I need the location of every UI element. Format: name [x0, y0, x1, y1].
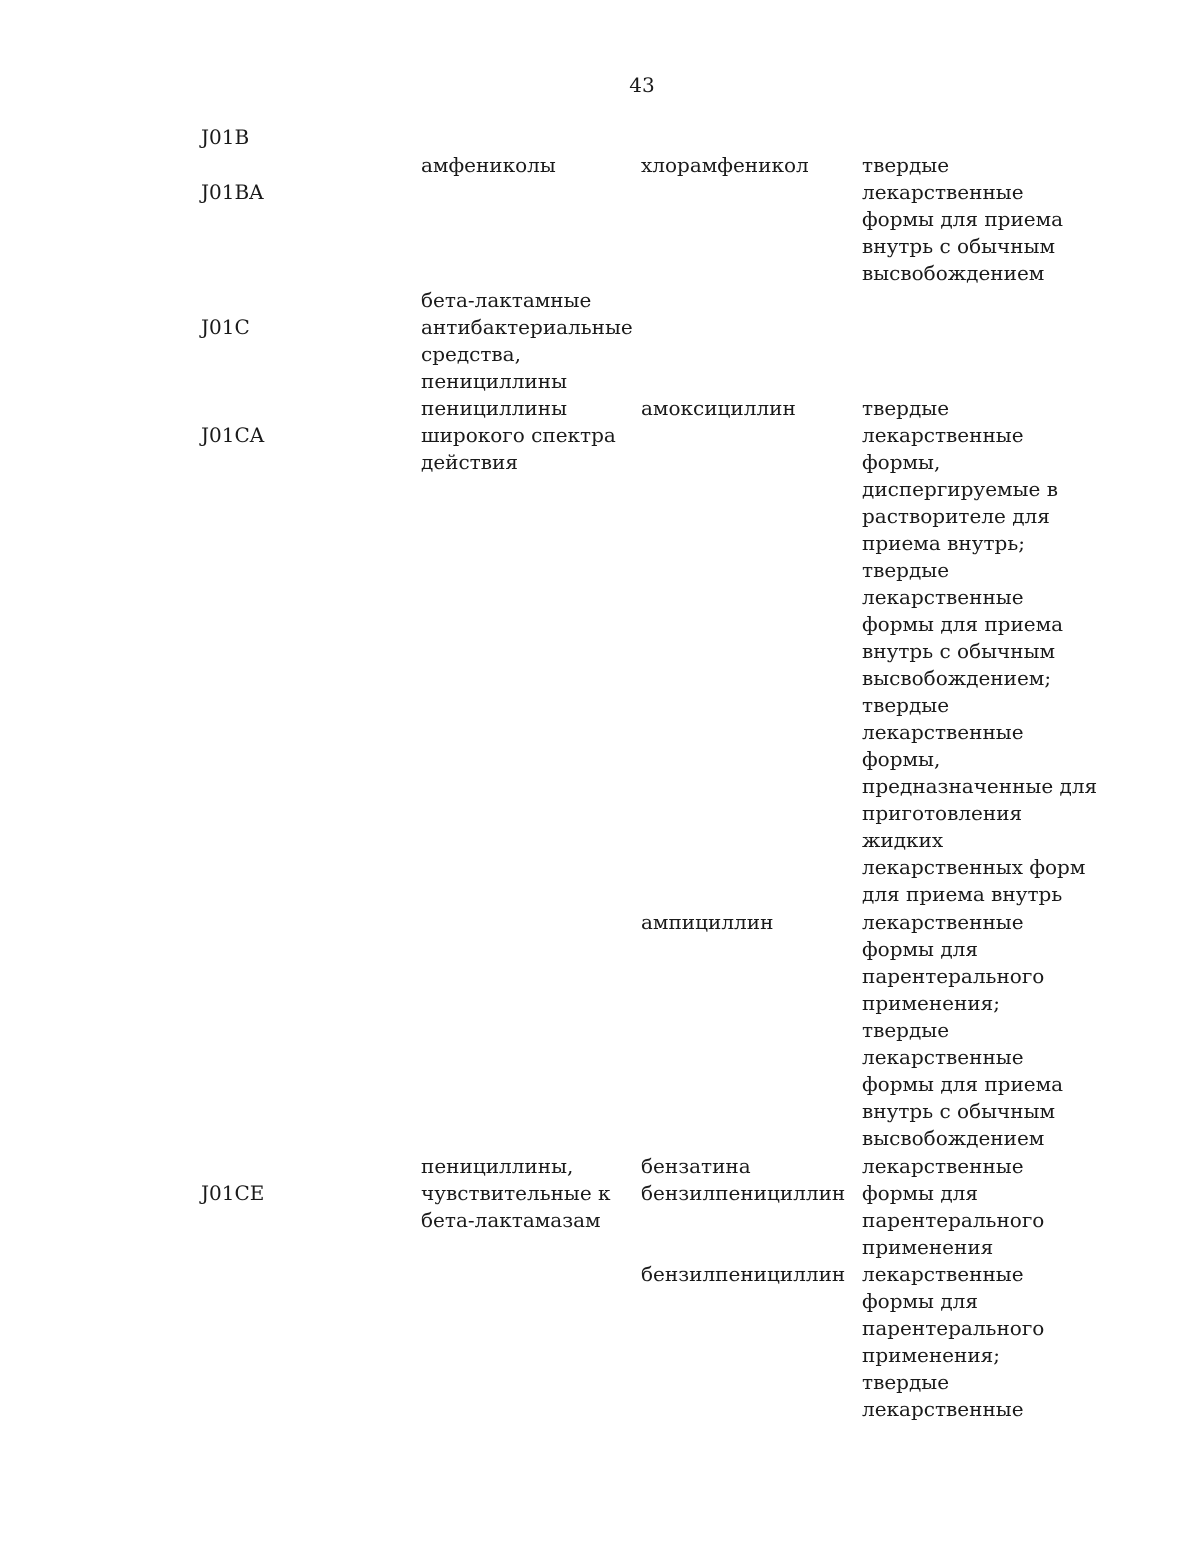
drug-ampicillin: ампициллин — [641, 910, 774, 934]
forms-benzathine-benzylpenicillin: лекарственные формы для парентерального применения — [862, 1154, 1045, 1259]
group-amphenicols: амфениколы — [421, 153, 556, 177]
group-broad-spectrum-penicillins: пенициллины широкого спектра действия — [421, 396, 616, 474]
group-beta-lactams: бета-лактамные антибактериальные средства, пенициллины — [421, 288, 633, 393]
atc-code-j01b: J01B — [201, 125, 250, 149]
group-beta-lactamase-sensitive: пенициллины, чувствительные к бета-лактамазам — [421, 1154, 611, 1232]
drug-chloramphenicol: хлорамфеникол — [641, 153, 809, 177]
drug-benzylpenicillin: бензилпенициллин — [641, 1262, 846, 1286]
forms-ampicillin: лекарственные формы для парентерального применения; твердые лекарственные формы для приема внутрь с обычным высвобождением — [862, 910, 1064, 1150]
forms-benzylpenicillin: лекарственные формы для парентерального применения; твердые лекарственные — [862, 1262, 1045, 1421]
forms-amoxicillin: твердые лекарственные формы, диспергируемые в растворителе для приема внутрь; твердые лекарственные формы для приема внутрь с обычным высвобождением; твердые лекарственные формы, предназначенные для приготовления жидких лекарственных форм для приема внутрь — [862, 396, 1098, 906]
atc-code-j01ca: J01CA — [201, 423, 265, 447]
forms-chloramphenicol: твердые лекарственные формы для приема внутрь с обычным высвобождением — [862, 153, 1064, 285]
atc-code-j01ce: J01CE — [201, 1181, 265, 1205]
page-number: 43 — [629, 73, 655, 97]
atc-code-j01c: J01C — [201, 315, 250, 339]
drug-benzathine-benzylpenicillin: бензатина бензилпенициллин — [641, 1154, 846, 1205]
atc-code-j01ba: J01BA — [201, 180, 264, 204]
drug-amoxicillin: амоксициллин — [641, 396, 796, 420]
